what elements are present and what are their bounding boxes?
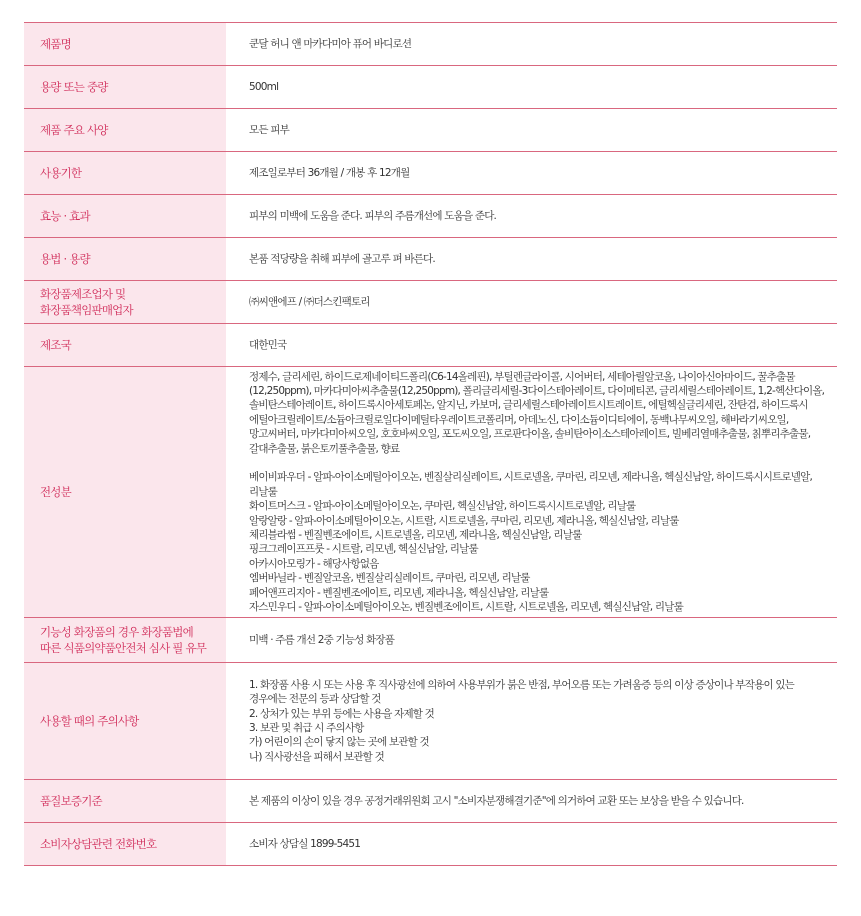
row-label: 소비자상담관련 전화번호	[24, 823, 226, 865]
row-value: ㈜씨앤에프 / ㈜더스킨팩토리	[249, 295, 370, 308]
row-value: 1. 화장품 사용 시 또는 사용 후 직사광선에 의하여 사용부위가 붉은 반점, 부어오름 또는 가려움증 등의 이상 증상이나 부작용이 있는 경우에는 전문의 등과 상담할 것 2. 상처가 있는 부위 등에는 사용을 자제할 것 3. 보관 및 취급 시 주의사항 가) 어린이의 손이 닿지 않는 곳에 보관할 것 나) 직사광선을 피해서 보관할 것	[249, 678, 795, 763]
row-value: 정제수, 글리세린, 하이드로제네이티드폴리(C6-14올레핀), 부틸렌글라이콜, 시어버터, 세테아릴알코올, 나이아신아마이드, 꿀추출물 (12,250ppm), 마카다미아씨추출물(12,250ppm), 폴리글리세릴-3다이스테아레이트, 다이메티콘, 글리세릴스테아레이트, 1,2-헥산다이올, 솔비탄스테아레이트, 하이드록시아세토페논, 알지닌, 카보머, 글리세릴스테아레이트시트레이트, 에틸헥실글리세린, 잔탄검, 하이드록시 에틸아크릴레이트/소듐아크릴로일다이메틸타우레이트코폴리머, 아데노신, 다이소듐이디티에이, 동백나무씨오일, 해바라기씨오일, 망고씨버터, 마카다미아씨오일, 호호바씨오일, 포도씨오일, 프로판다이올, 솔비탄아이소스테아레이트, 빌베리열매추출물, 칡뿌리추출물, 갈대추출물, 붉은토끼풀추출물, 향료 베이비파우더 - 알파-아이소메틸아이오논, 벤질살리실레이트, 시트로넬올, 쿠마린, 리모넨, 제라니올, 헥실신남알, 하이드록시시트로넬알, 리날룰 화이트머스크 - 알파-아이소메틸아이오논, 쿠마린, 헥실신남알, 하이드록시시트로넬알, 리날룰 알랑알랑 - 알파-아이소메틸아이오논, 시트랄, 시트로넬올, 쿠마린, 리모넨, 제라니올, 헥실신남알, 리날룰 체리블라썸 - 벤질벤조에이트, 시트로넬올, 리모넨, 제라니올, 헥실신남알, 리날룰 핑크그레이프프룻 - 시트랄, 리모넨, 헥실신남알, 리날룰 아카시아모링가 - 해당사항없음 엠버바닐라 - 벤질알코올, 벤질살리실레이트, 쿠마린, 리모넨, 리날룰 페어앤프리지아 - 벤질벤조에이트, 리모넨, 제라니올, 헥실신남알, 리날룰 자스민우디 - 알파-아이소메틸아이오논, 벤질벤조에이트, 시트랄, 시트로넬올, 리모넨, 헥실신남알, 리날룰	[249, 370, 825, 614]
row-value: 500ml	[249, 80, 279, 93]
product-info-table	[24, 22, 837, 866]
row-usage	[24, 238, 837, 281]
row-value: 본 제품의 이상이 있을 경우 공정거래위원회 고시 "소비자분쟁해결기준"에 의거하여 교환 또는 보상을 받을 수 있습니다.	[249, 794, 744, 807]
row-label: 사용기한	[24, 152, 226, 194]
row-value: 소비자 상담실 1899-5451	[249, 837, 361, 850]
row-ingredients	[24, 367, 837, 618]
row-label: 용량 또는 중량	[24, 66, 226, 108]
row-label: 용법 · 용량	[24, 238, 226, 280]
row-value: 쿤달 허니 앤 마카다미아 퓨어 바디로션	[249, 37, 412, 50]
row-quality-assurance	[24, 780, 837, 823]
row-main-spec	[24, 109, 837, 152]
row-functional-review	[24, 618, 837, 663]
row-manufacturer	[24, 281, 837, 324]
row-value: 미백 · 주름 개선 2중 기능성 화장품	[249, 633, 395, 646]
row-label: 전성분	[24, 367, 226, 617]
row-value: 피부의 미백에 도움을 준다. 피부의 주름개선에 도움을 준다.	[249, 209, 497, 222]
row-expiry	[24, 152, 837, 195]
row-value: 본품 적당량을 취해 피부에 골고루 펴 바른다.	[249, 252, 435, 265]
row-label: 화장품제조업자 및 화장품책임판매업자	[24, 281, 226, 323]
row-country	[24, 324, 837, 367]
row-value: 대한민국	[249, 338, 287, 351]
row-effects	[24, 195, 837, 238]
row-value: 제조일로부터 36개월 / 개봉 후 12개월	[249, 166, 410, 179]
row-precautions	[24, 663, 837, 780]
row-label: 효능 · 효과	[24, 195, 226, 237]
row-label: 제품 주요 사양	[24, 109, 226, 151]
row-label: 사용할 때의 주의사항	[24, 663, 226, 779]
row-volume	[24, 66, 837, 109]
row-product-name	[24, 23, 837, 66]
row-contact-phone	[24, 823, 837, 866]
row-label: 제조국	[24, 324, 226, 366]
row-label: 기능성 화장품의 경우 화장품법에 따른 식품의약품안전처 심사 필 유무	[24, 618, 226, 662]
row-label: 제품명	[24, 23, 226, 65]
row-value: 모든 피부	[249, 123, 289, 136]
row-label: 품질보증기준	[24, 780, 226, 822]
